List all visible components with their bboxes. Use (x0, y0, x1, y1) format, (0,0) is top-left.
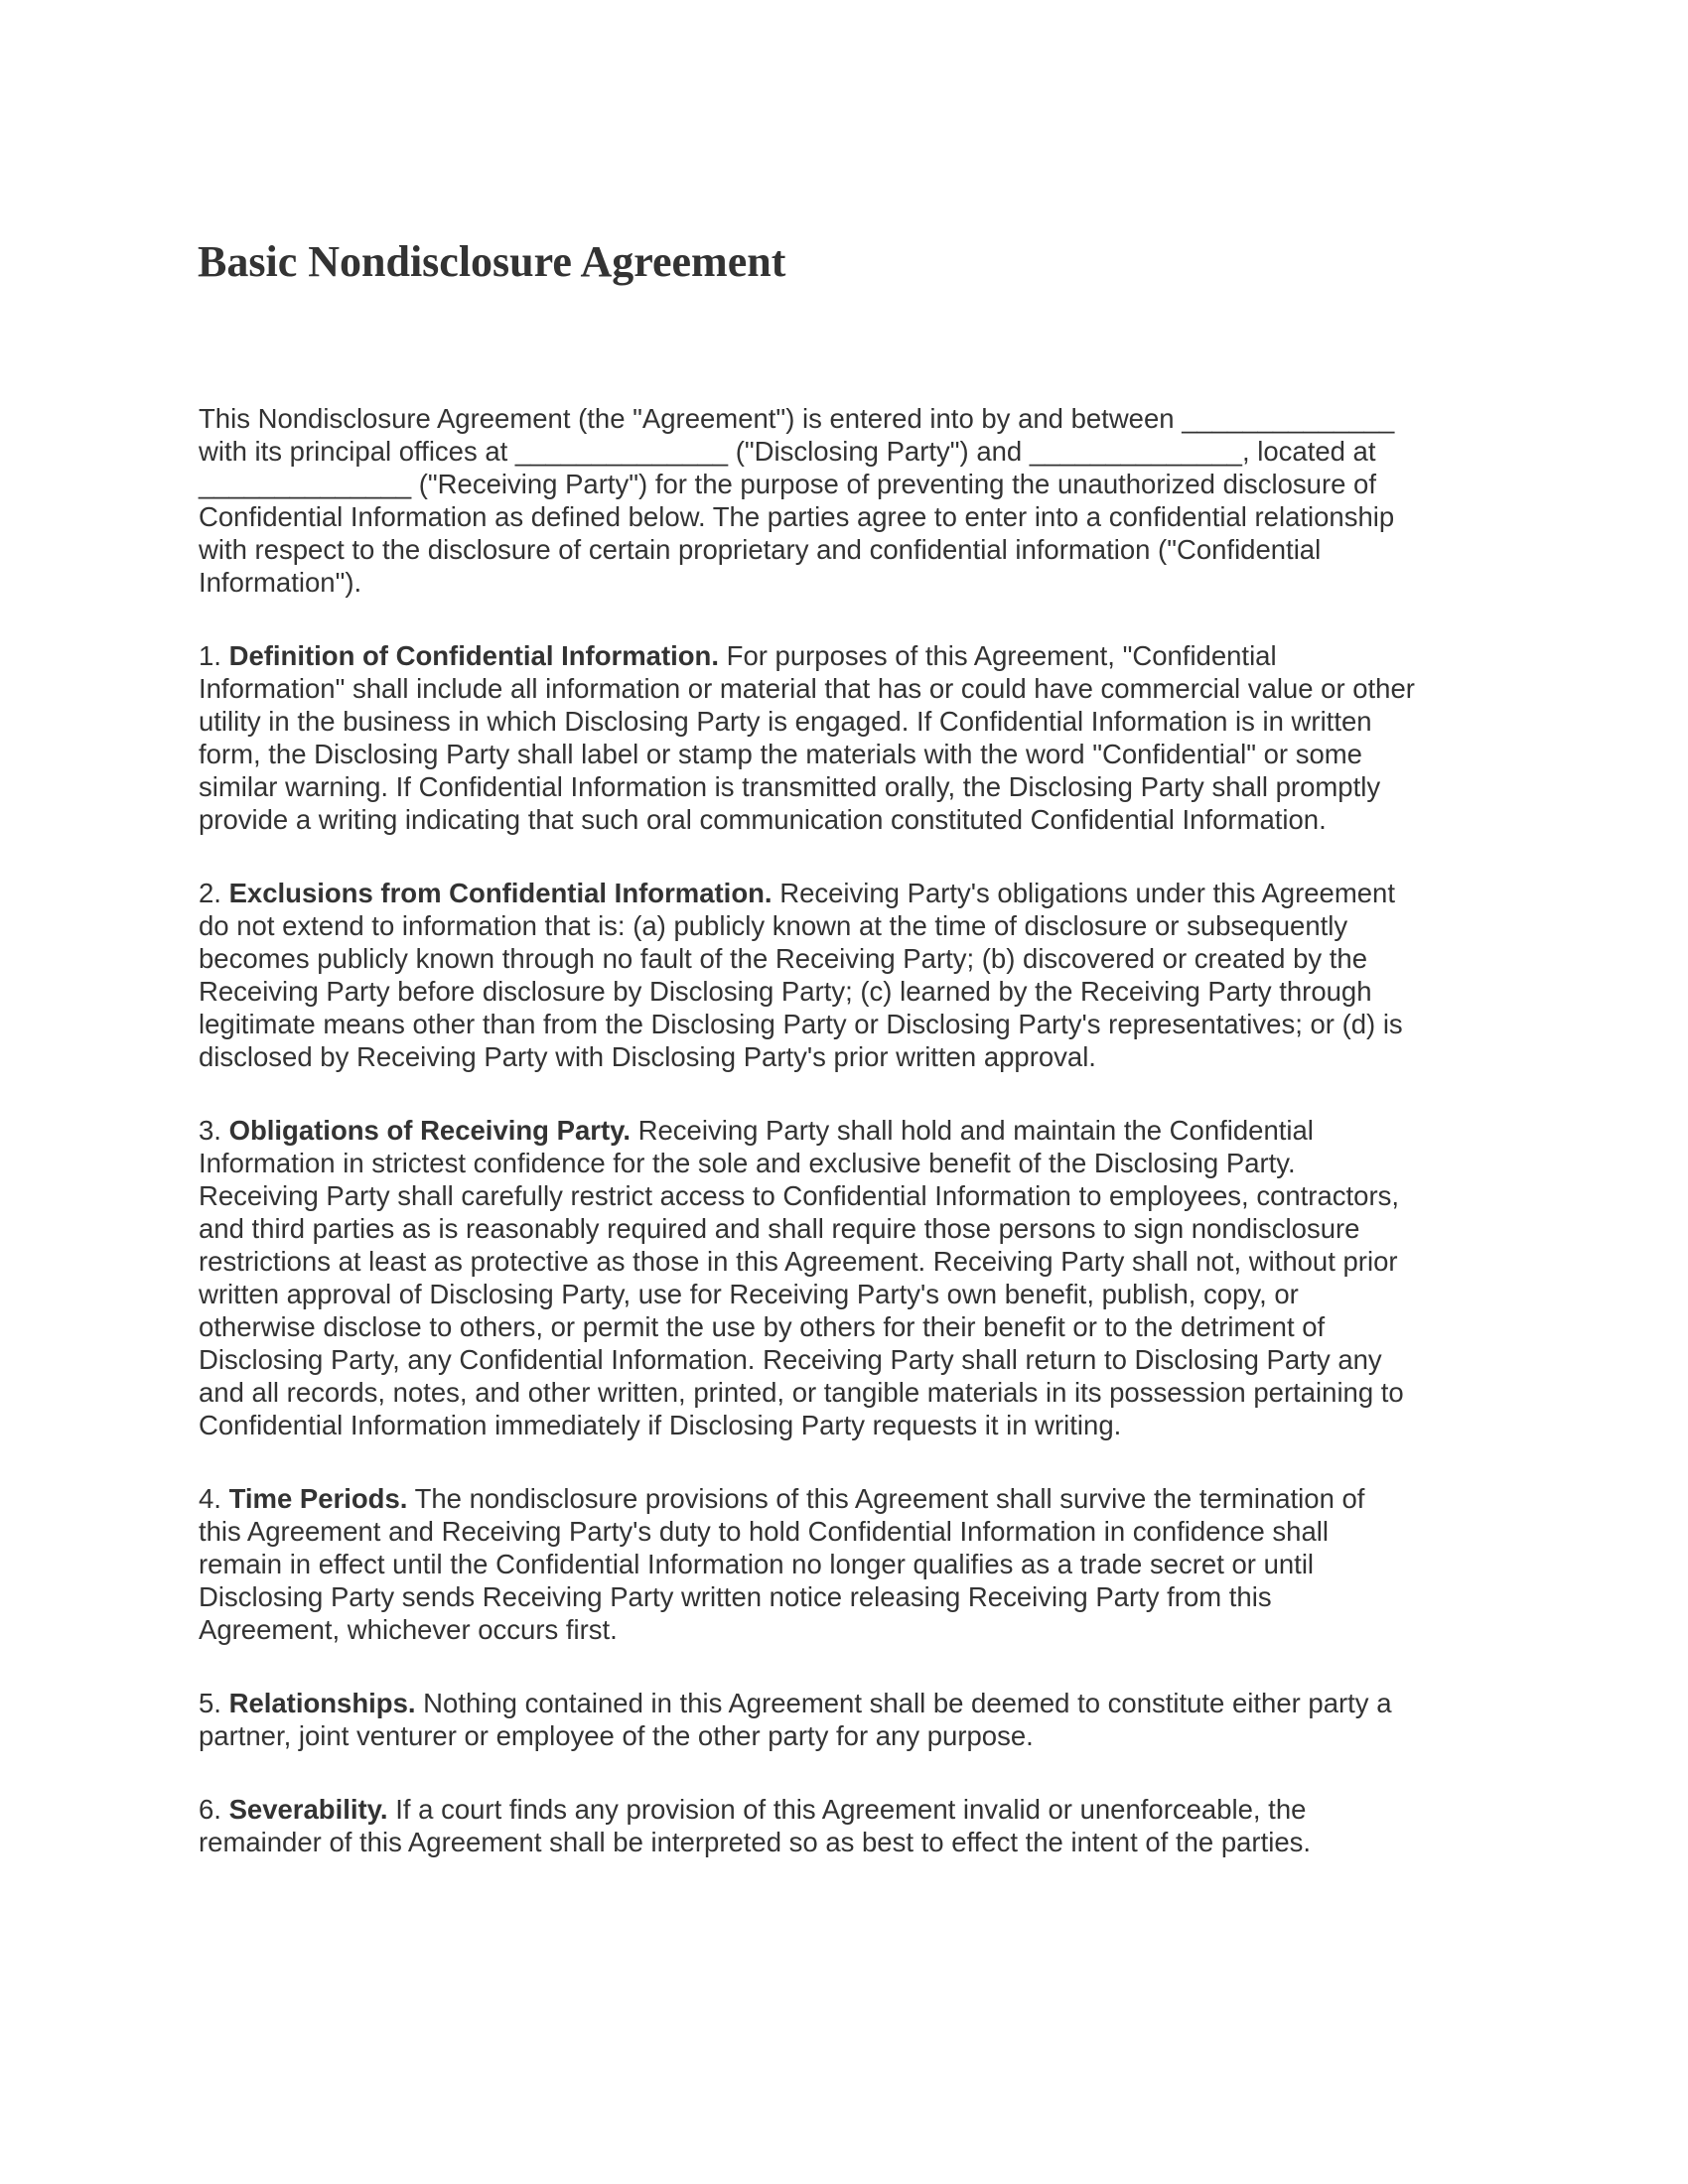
text-line: written approval of Disclosing Party, use for Receiving Party's own benefit, publish, copy, or (199, 1279, 1299, 1309)
section-text: The nondisclosure provisions of this Agreement shall survive the termination of (407, 1483, 1365, 1514)
text-line: This Nondisclosure Agreement (the "Agreement") is entered into by and between ______________ (199, 403, 1395, 434)
text-line: remainder of this Agreement shall be interpreted so as best to effect the intent of the parties. (199, 1827, 1312, 1857)
section-heading: Severability. (228, 1794, 388, 1825)
section-6-severability (199, 1793, 1509, 1858)
section-heading: Relationships. (228, 1688, 416, 1718)
section-first-line (199, 639, 1509, 672)
text-line: Receiving Party before disclosure by Disclosing Party; (c) learned by the Receiving Party through (199, 976, 1372, 1007)
text-line: with its principal offices at ______________ ("Disclosing Party") and ______________, located at (199, 436, 1376, 467)
intro-paragraph (199, 402, 1509, 599)
section-number: 3. (199, 1115, 229, 1146)
text-line: Information" shall include all information or material that has or could have commercial value or other (199, 673, 1415, 704)
section-number: 5. (199, 1688, 229, 1718)
section-number: 6. (199, 1794, 229, 1825)
text-line: Information in strictest confidence for the sole and exclusive benefit of the Disclosing Party. (199, 1148, 1296, 1178)
section-first-line (199, 877, 1509, 909)
section-heading: Exclusions from Confidential Information. (228, 878, 773, 908)
section-4-time-periods (199, 1482, 1509, 1646)
text-line: similar warning. If Confidential Information is transmitted orally, the Disclosing Party shall promptly (199, 771, 1381, 802)
text-line: becomes publicly known through no fault of the Receiving Party; (b) discovered or created by the (199, 943, 1368, 974)
section-5-relationships (199, 1687, 1509, 1752)
text-line: Disclosing Party sends Receiving Party written notice releasing Receiving Party from this (199, 1581, 1272, 1612)
document-title: Basic Nondisclosure Agreement (198, 237, 786, 286)
text-line: remain in effect until the Confidential Information no longer qualifies as a trade secret or until (199, 1549, 1315, 1579)
text-line: with respect to the disclosure of certain proprietary and confidential information ("Confidential (199, 534, 1322, 565)
text-line: Confidential Information as defined below. The parties agree to enter into a confidential relationship (199, 501, 1395, 532)
text-line: do not extend to information that is: (a) publicly known at the time of disclosure or subsequently (199, 910, 1348, 941)
section-text: For purposes of this Agreement, "Confidential (719, 640, 1277, 671)
text-line: provide a writing indicating that such oral communication constituted Confidential Information. (199, 804, 1327, 835)
text-line: and all records, notes, and other written, printed, or tangible materials in its possession pertaining to (199, 1377, 1404, 1408)
document-body (199, 402, 1509, 1899)
section-1-definition (199, 639, 1509, 836)
section-text: If a court finds any provision of this Agreement invalid or unenforceable, the (387, 1794, 1307, 1825)
section-number: 1. (199, 640, 229, 671)
text-line: disclosed by Receiving Party with Disclosing Party's prior written approval. (199, 1041, 1096, 1072)
text-line: and third parties as is reasonably required and shall require those persons to sign nondisclosure (199, 1213, 1360, 1244)
section-first-line (199, 1687, 1509, 1719)
text-line: Disclosing Party, any Confidential Information. Receiving Party shall return to Disclosing Party any (199, 1344, 1382, 1375)
text-line: ______________ ("Receiving Party") for the purpose of preventing the unauthorized disclosure of (199, 469, 1376, 499)
text-line: partner, joint venturer or employee of the other party for any purpose. (199, 1720, 1034, 1751)
text-line: utility in the business in which Disclosing Party is engaged. If Confidential Information is in written (199, 706, 1372, 737)
section-first-line (199, 1482, 1509, 1515)
text-line: Confidential Information immediately if Disclosing Party requests it in writing. (199, 1410, 1122, 1440)
section-first-line (199, 1793, 1509, 1826)
text-line: form, the Disclosing Party shall label or stamp the materials with the word "Confidential" or some (199, 739, 1362, 769)
text-line: Information"). (199, 567, 362, 598)
section-number: 4. (199, 1483, 229, 1514)
section-heading: Definition of Confidential Information. (228, 640, 719, 671)
section-heading: Obligations of Receiving Party. (228, 1115, 632, 1146)
text-line: this Agreement and Receiving Party's duty to hold Confidential Information in confidence shall (199, 1516, 1329, 1547)
section-text: Nothing contained in this Agreement shall be deemed to constitute either party a (415, 1688, 1392, 1718)
section-number: 2. (199, 878, 229, 908)
text-line: restrictions at least as protective as those in this Agreement. Receiving Party shall not, without prior (199, 1246, 1398, 1277)
section-first-line (199, 1114, 1509, 1147)
text-line: Receiving Party shall carefully restrict access to Confidential Information to employees, contractors, (199, 1180, 1399, 1211)
text-line: Agreement, whichever occurs first. (199, 1614, 618, 1645)
section-3-obligations (199, 1114, 1509, 1441)
section-2-exclusions (199, 877, 1509, 1073)
text-line: otherwise disclose to others, or permit the use by others for their benefit or to the detriment of (199, 1311, 1326, 1342)
text-line: legitimate means other than from the Disclosing Party or Disclosing Party's representatives; or (d) is (199, 1009, 1403, 1039)
section-heading: Time Periods. (228, 1483, 408, 1514)
section-text: Receiving Party shall hold and maintain the Confidential (631, 1115, 1314, 1146)
section-text: Receiving Party's obligations under this Agreement (772, 878, 1395, 908)
